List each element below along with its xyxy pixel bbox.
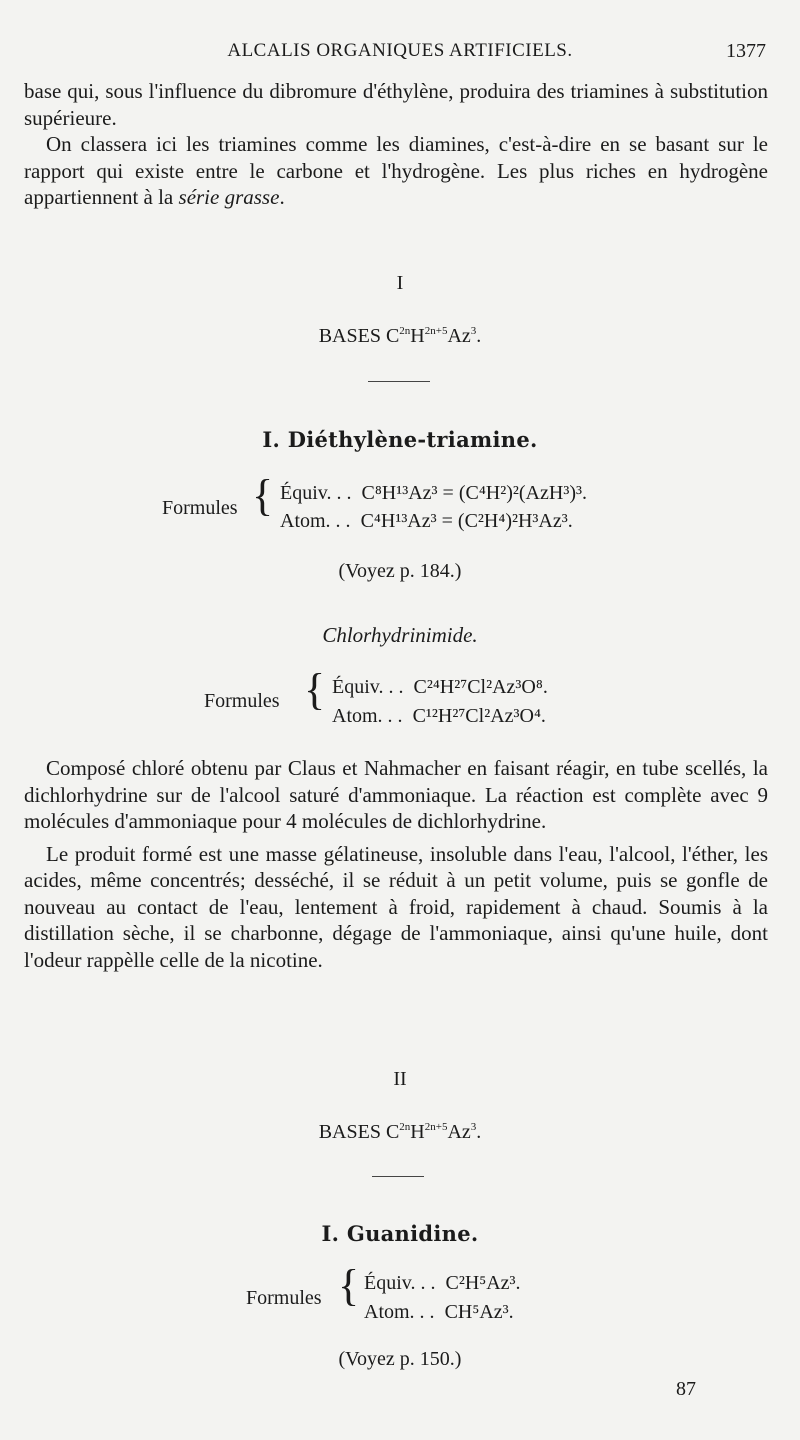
bases-sup-3: 3 <box>470 1121 477 1133</box>
bases-sup-1: 2n <box>399 1121 411 1133</box>
compound-2-formulas <box>246 1261 646 1330</box>
intro-p2-italic: série grasse <box>178 185 280 209</box>
bases-sup-2: 2n+5 <box>424 1121 448 1133</box>
section-divider <box>368 381 430 382</box>
atom-formula: C⁴H¹³Az³ = (C²H⁴)²H³Az³. <box>360 510 573 532</box>
bases-prefix: BASES C <box>318 1121 400 1143</box>
page-number: 1377 <box>726 40 766 62</box>
intro-p2-start: On classera ici les triamines comme les diamines, c'est-à-dire en se basant sur le rapport qui existe entre le carbone et l'hydrogène. Les plus riches en hydrogène appartiennent à la <box>24 132 768 209</box>
chlorhydrinimide-text <box>24 755 768 973</box>
chlorhydrinimide-paragraph-2: Le produit formé est une masse gélatineuse, insoluble dans l'eau, l'alcool, l'éther, les acides, même concentrés; desséché, il se réduit à un petit volume, puis se gonfle de nouveau au contact de l'eau, lentement à froid, rapidement à chaud. Soumis à la distillation sèche, il se charbonne, dégage de l'ammoniaque, ainsi qu'une huile, dont l'odeur rappèlle celle de la nicotine. <box>24 841 768 972</box>
atom-formula: C¹²H²⁷Cl²Az³O⁴. <box>412 705 546 727</box>
chlorhydrinimide-paragraph-1: Composé chloré obtenu par Claus et Nahmacher en faisant réagir, en tube scellés, la dichlorhydrine sur de l'alcool saturé d'ammoniaque. La réaction est complète avec 9 molécules d'ammoniaque pour 4 molécules de dichlorhydrine. <box>24 756 768 833</box>
intro-line1: base qui, sous l'influence du dibromure d'éthylène, produira des triamines à substitution supérieure. <box>24 79 768 130</box>
compound-1-title: I. Diéthylène-triamine. <box>262 427 538 452</box>
equiv-formula: C²⁴H²⁷Cl²Az³O⁸. <box>413 676 548 698</box>
bases-dot: . <box>476 325 482 347</box>
section-divider <box>372 1176 424 1177</box>
formulas-label: Formules <box>246 1287 322 1309</box>
compound-2-reference: (Voyez p. 150.) <box>338 1348 462 1370</box>
section-1-bases <box>0 325 800 348</box>
bases-sup-2: 2n+5 <box>424 325 448 337</box>
equiv-label: Équiv. . . <box>332 676 404 698</box>
compound-1-formulas <box>162 471 662 540</box>
intro-paragraph-2 <box>24 131 768 211</box>
equiv-row <box>332 676 548 699</box>
bases-sup-1: 2n <box>399 325 411 337</box>
atom-row <box>364 1301 514 1324</box>
compound-2-title: I. Guanidine. <box>321 1221 479 1246</box>
atom-label: Atom. . . <box>280 510 351 532</box>
brace-icon: { <box>338 1261 360 1310</box>
brace-icon: { <box>304 665 326 714</box>
equiv-label: Équiv. . . <box>280 482 352 504</box>
section-2-bases <box>0 1121 800 1144</box>
chlorhydrinimide-formulas <box>204 665 644 734</box>
brace-icon: { <box>252 471 274 520</box>
bases-mid: H <box>410 1121 425 1143</box>
atom-row <box>280 510 573 533</box>
equiv-label: Équiv. . . <box>364 1272 436 1294</box>
atom-row <box>332 705 546 728</box>
bases-sup-3: 3 <box>470 325 477 337</box>
formulas-label: Formules <box>204 690 280 712</box>
chlorhydrinimide-title: Chlorhydrinimide. <box>322 623 478 647</box>
atom-formula: CH⁵Az³. <box>444 1301 514 1323</box>
compound-1-reference: (Voyez p. 184.) <box>338 560 462 582</box>
running-header <box>0 40 800 70</box>
running-title: ALCALIS ORGANIQUES ARTIFICIELS. <box>227 40 573 61</box>
equiv-row <box>280 482 587 505</box>
bases-mid: H <box>410 325 425 347</box>
bases-end: Az <box>447 325 471 347</box>
formulas-label: Formules <box>162 497 238 519</box>
section-1-roman: I <box>396 272 404 294</box>
equiv-row <box>364 1272 521 1295</box>
atom-label: Atom. . . <box>332 705 403 727</box>
section-2-roman: II <box>393 1068 407 1090</box>
atom-label: Atom. . . <box>364 1301 435 1323</box>
equiv-formula: C²H⁵Az³. <box>445 1272 521 1294</box>
signature-number: 87 <box>676 1378 696 1400</box>
intro-text <box>24 78 768 211</box>
bases-dot: . <box>476 1121 482 1143</box>
bases-prefix: BASES C <box>318 325 400 347</box>
equiv-formula: C⁸H¹³Az³ = (C⁴H²)²(AzH³)³. <box>361 482 587 504</box>
bases-end: Az <box>447 1121 471 1143</box>
intro-p2-end: . <box>279 185 285 209</box>
